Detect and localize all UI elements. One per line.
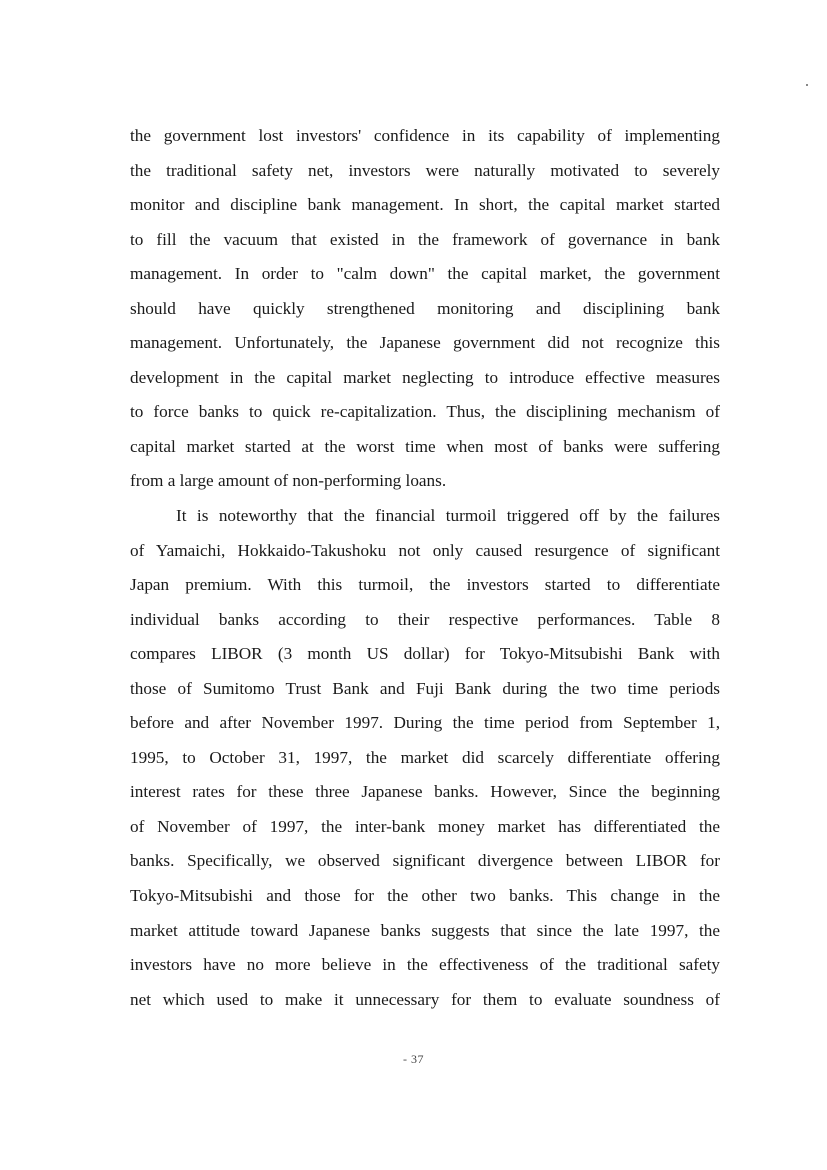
paragraph-2 bbox=[130, 503, 720, 1021]
text-line: It is noteworthy that the financial turmoil triggered off by the failures bbox=[176, 506, 720, 526]
text-line: the government lost investors' confidence in its capability of implementing bbox=[130, 126, 720, 145]
text-line: compares LIBOR (3 month US dollar) for Tokyo-Mitsubishi Bank with bbox=[130, 644, 720, 664]
scan-speck bbox=[806, 84, 808, 86]
text-line: of November of 1997, the inter-bank money market has differentiated the bbox=[130, 816, 720, 836]
text-line: of Yamaichi, Hokkaido-Takushoku not only caused resurgence of significant bbox=[130, 540, 720, 560]
text-line: 1995, to October 31, 1997, the market did scarcely differentiate offering bbox=[130, 747, 720, 767]
text-line: development in the capital market neglecting to introduce effective measures bbox=[130, 367, 720, 387]
paragraph-1 bbox=[130, 123, 720, 503]
text-line: monitor and discipline bank management. In short, the capital market started bbox=[130, 195, 720, 215]
text-line: banks. Specifically, we observed significant divergence between LIBOR for bbox=[130, 851, 720, 871]
text-line: to fill the vacuum that existed in the framework of governance in bank bbox=[130, 229, 720, 249]
text-line: from a large amount of non-performing loans. bbox=[130, 471, 447, 491]
text-line: the traditional safety net, investors were naturally motivated to severely bbox=[130, 160, 720, 180]
body-text bbox=[130, 123, 720, 1021]
text-line: those of Sumitomo Trust Bank and Fuji Bank during the two time periods bbox=[130, 678, 720, 698]
text-line: investors have no more believe in the effectiveness of the traditional safety bbox=[130, 955, 720, 975]
text-line: to force banks to quick re-capitalization. Thus, the disciplining mechanism of bbox=[130, 402, 720, 422]
text-line: capital market started at the worst time when most of banks were suffering bbox=[130, 436, 720, 456]
text-line: management. In order to "calm down" the capital market, the government bbox=[130, 264, 720, 284]
text-line: Tokyo-Mitsubishi and those for the other two banks. This change in the bbox=[130, 886, 720, 906]
text-line: interest rates for these three Japanese banks. However, Since the beginning bbox=[130, 782, 720, 802]
page-number: - 37 bbox=[403, 1052, 424, 1066]
text-line: market attitude toward Japanese banks suggests that since the late 1997, the bbox=[130, 920, 720, 940]
text-line: Japan premium. With this turmoil, the investors started to differentiate bbox=[130, 575, 720, 595]
text-line: should have quickly strengthened monitoring and disciplining bank bbox=[130, 298, 720, 318]
text-line: before and after November 1997. During the time period from September 1, bbox=[130, 713, 720, 733]
text-line: management. Unfortunately, the Japanese government did not recognize this bbox=[130, 333, 720, 353]
text-line: net which used to make it unnecessary for them to evaluate soundness of bbox=[130, 989, 720, 1009]
text-line: individual banks according to their respective performances. Table 8 bbox=[130, 609, 720, 629]
